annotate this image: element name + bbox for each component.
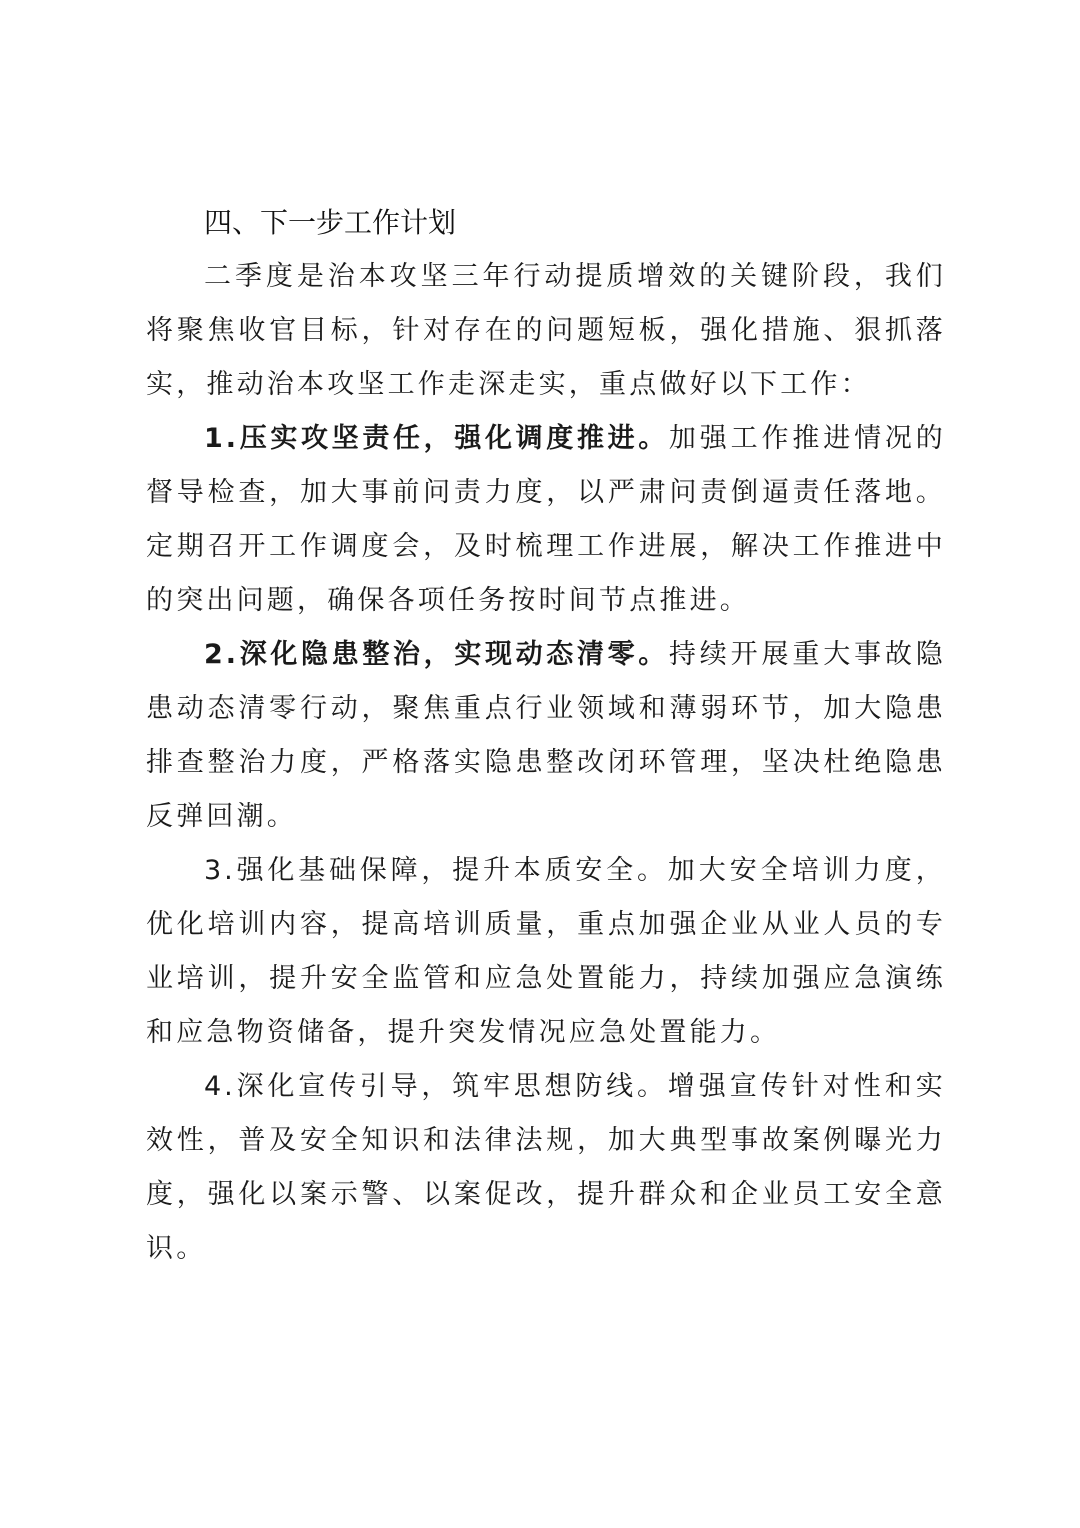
document-body	[146, 196, 946, 1276]
plan-item-body: 加强工作推进情况的督导检查，加大事前问责力度，以严肃问责倒逼责任落地。定期召开工作调度会，及时梳理工作进展，解决工作推进中的突出问题，确保各项任务按时间节点推进。	[146, 423, 946, 616]
plan-item-title: 压实攻坚责任，强化调度推进。	[239, 423, 669, 454]
section-heading: 四、下一步工作计划	[204, 206, 457, 239]
plan-item-number: 3.	[204, 855, 236, 886]
plan-item-4	[146, 1060, 946, 1276]
plan-item-body: 加大安全培训力度，优化培训内容，提高培训质量，重点加强企业从业人员的专业培训，提升安全监管和应急处置能力，持续加强应急演练和应急物资储备，提升突发情况应急处置能力。	[146, 855, 946, 1048]
intro-paragraph: 二季度是治本攻坚三年行动提质增效的关键阶段，我们将聚焦收官目标，针对存在的问题短板，强化措施、狠抓落实，推动治本攻坚工作走深走实，重点做好以下工作：	[146, 261, 946, 400]
plan-item-title: 强化基础保障，提升本质安全。	[235, 855, 668, 886]
plan-item-2	[146, 628, 946, 844]
plan-item-body: 增强宣传针对性和实效性，普及安全知识和法律法规，加大典型事故案例曝光力度，强化以案示警、以案促改，提升群众和企业员工安全意识。	[146, 1071, 946, 1264]
plan-item-number: 4.	[204, 1071, 236, 1102]
plan-item-title: 深化宣传引导，筑牢思想防线。	[235, 1071, 668, 1102]
plan-item-1	[146, 412, 946, 628]
plan-item-number: 1.	[204, 423, 240, 454]
plan-item-body: 持续开展重大事故隐患动态清零行动，聚焦重点行业领域和薄弱环节，加大隐患排查整治力度，严格落实隐患整改闭环管理，坚决杜绝隐患反弹回潮。	[146, 639, 946, 832]
plan-item-number: 2.	[204, 639, 240, 670]
plan-item-title: 深化隐患整治，实现动态清零。	[239, 639, 669, 670]
plan-item-3	[146, 844, 946, 1060]
